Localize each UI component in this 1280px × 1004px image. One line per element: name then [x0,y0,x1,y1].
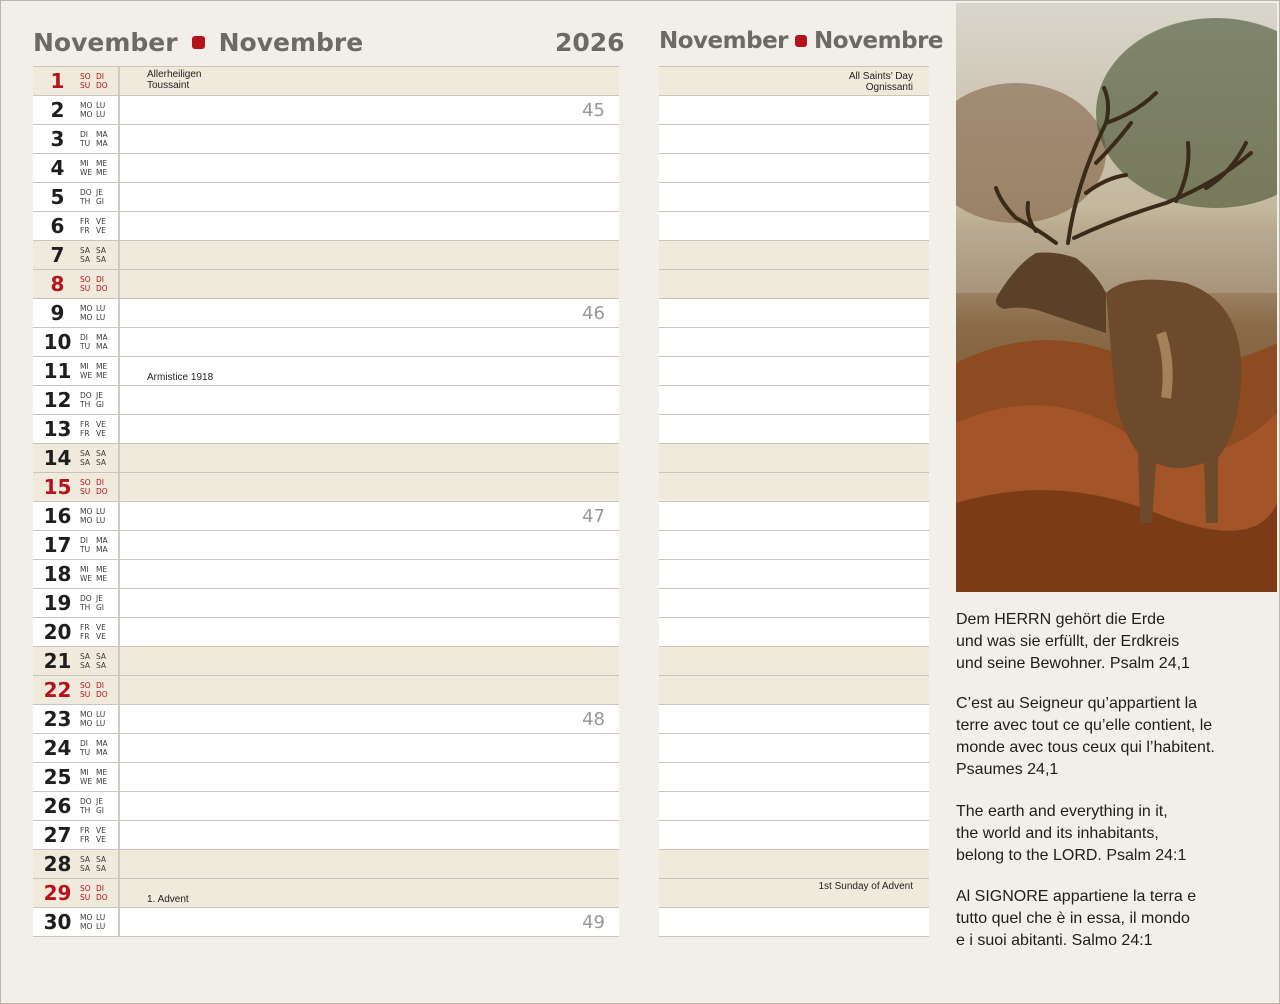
column-divider [118,531,120,559]
day-row-right-20[interactable] [659,618,929,647]
day-number: 10 [43,330,72,354]
day-row-20[interactable] [33,618,619,647]
year-label: 2026 [555,28,625,57]
weekday-abbr-fr-it: LU LU [96,304,106,322]
day-number: 2 [50,98,65,122]
day-grid-left [33,66,619,937]
day-number: 7 [50,243,65,267]
weekday-abbr-fr-it: ME ME [96,362,108,380]
weekday-abbr-fr-it: MA MA [96,739,108,757]
day-number: 27 [43,823,72,847]
weekday-abbr-fr-it: DI DO [96,478,108,496]
week-number: 49 [582,912,605,933]
day-row-15[interactable] [33,473,619,502]
day-row-2[interactable] [33,96,619,125]
day-number: 22 [43,678,72,702]
day-row-13[interactable] [33,415,619,444]
week-number: 47 [582,506,605,527]
weekday-abbr-de-en: FR FR [80,826,90,844]
weekday-abbr-de-en: DI TU [80,536,91,554]
day-row-right-2[interactable] [659,96,929,125]
day-number: 21 [43,649,72,673]
weekday-abbr-fr-it: LU LU [96,913,106,931]
day-row-right-27[interactable] [659,821,929,850]
quote-french-text: C’est au Seigneur qu’appartient la terre avec tout ce qu’elle contient, le monde avec tous ceux qui l’habitent. Psaumes 24,1 [956,695,1215,778]
red-square-marker [192,36,205,49]
day-row-right-24[interactable] [659,734,929,763]
weekday-abbr-fr-it: VE VE [96,623,106,641]
column-divider [118,415,120,443]
column-divider [118,763,120,791]
week-number: 45 [582,100,605,121]
day-row-3[interactable] [33,125,619,154]
weekday-abbr-de-en: SO SU [80,72,91,90]
weekday-abbr-fr-it: LU LU [96,101,106,119]
column-divider [118,850,120,878]
day-row-right-29[interactable] [659,879,929,908]
day-number: 26 [43,794,72,818]
day-row-right-5[interactable] [659,183,929,212]
column-divider [118,96,120,124]
column-divider [118,299,120,327]
column-divider [118,647,120,675]
day-row-4[interactable] [33,154,619,183]
day-number: 28 [43,852,72,876]
day-row-19[interactable] [33,589,619,618]
column-divider [118,473,120,501]
day-number: 13 [43,417,72,441]
month-title-left [33,28,363,57]
month-name-fr-right: Novembre [814,28,944,54]
day-row-right-6[interactable] [659,212,929,241]
column-divider [118,183,120,211]
quote-german-text: Dem HERRN gehört die Erde und was sie erfüllt, der Erdkreis und seine Bewohner. Psalm 24,1 [956,611,1190,672]
weekday-abbr-de-en: SA SA [80,449,91,467]
column-divider [118,560,120,588]
weekday-abbr-de-en: DO TH [80,188,92,206]
weekday-abbr-fr-it: DI DO [96,72,108,90]
day-row-right-30[interactable] [659,908,929,937]
column-divider [118,386,120,414]
day-row-right-26[interactable] [659,792,929,821]
column-divider [118,792,120,820]
day-number: 23 [43,707,72,731]
day-number: 19 [43,591,72,615]
week-number: 48 [582,709,605,730]
weekday-abbr-de-en: SA SA [80,652,91,670]
column-divider [118,270,120,298]
day-row-right-3[interactable] [659,125,929,154]
month-name-en: November [659,28,789,54]
weekday-abbr-fr-it: JE GI [96,594,105,612]
weekday-abbr-de-en: FR FR [80,217,90,235]
day-number: 12 [43,388,72,412]
weekday-abbr-fr-it: MA MA [96,130,108,148]
day-row-right-22[interactable] [659,676,929,705]
day-number: 29 [43,881,72,905]
day-row-right-8[interactable] [659,270,929,299]
weekday-abbr-de-en: MO MO [80,507,93,525]
day-number: 17 [43,533,72,557]
holiday-label: Allerheiligen Toussaint [147,69,202,91]
weekday-abbr-fr-it: ME ME [96,565,108,583]
day-row-right-11[interactable] [659,357,929,386]
day-row-right-25[interactable] [659,763,929,792]
day-row-right-15[interactable] [659,473,929,502]
day-number: 11 [43,359,72,383]
day-row-right-18[interactable] [659,560,929,589]
weekday-abbr-de-en: SO SU [80,275,91,293]
weekday-abbr-fr-it: VE VE [96,420,106,438]
day-number: 6 [50,214,65,238]
column-divider [118,734,120,762]
weekday-abbr-fr-it: SA SA [96,449,107,467]
day-number: 8 [50,272,65,296]
weekday-abbr-fr-it: LU LU [96,507,106,525]
weekday-abbr-de-en: FR FR [80,623,90,641]
day-row-right-12[interactable] [659,386,929,415]
weekday-abbr-de-en: FR FR [80,420,90,438]
weekday-abbr-fr-it: SA SA [96,246,107,264]
weekday-abbr-fr-it: VE VE [96,217,106,235]
day-number: 14 [43,446,72,470]
weekday-abbr-fr-it: MA MA [96,333,108,351]
month-title-right [659,28,943,54]
day-row-right-23[interactable] [659,705,929,734]
day-row-right-9[interactable] [659,299,929,328]
column-divider [118,444,120,472]
column-divider [118,357,120,385]
holiday-label: 1. Advent [147,894,189,905]
holiday-label: Armistice 1918 [147,372,214,383]
weekday-abbr-de-en: DO TH [80,391,92,409]
quote-french [956,693,1256,781]
day-row-right-1[interactable] [659,66,929,96]
day-row-right-4[interactable] [659,154,929,183]
column-divider [118,125,120,153]
day-row-8[interactable] [33,270,619,299]
weekday-abbr-fr-it: MA MA [96,536,108,554]
column-divider [118,908,120,936]
column-divider [118,212,120,240]
weekday-abbr-de-en: SO SU [80,478,91,496]
weekday-abbr-fr-it: JE GI [96,188,105,206]
red-square-marker [795,35,807,47]
day-row-right-7[interactable] [659,241,929,270]
day-row-29[interactable] [33,879,619,908]
column-divider [118,589,120,617]
weekday-abbr-fr-it: JE GI [96,797,105,815]
holiday-label-right: All Saints’ Day Ognissanti [848,71,913,93]
weekday-abbr-de-en: MI WE [80,768,93,786]
weekday-abbr-de-en: DI TU [80,130,91,148]
day-row-1[interactable] [33,66,619,96]
weekday-abbr-de-en: DO TH [80,594,92,612]
day-row-7[interactable] [33,241,619,270]
day-row-right-28[interactable] [659,850,929,879]
weekday-abbr-fr-it: LU LU [96,710,106,728]
column-divider [118,821,120,849]
day-row-right-21[interactable] [659,647,929,676]
weekday-abbr-fr-it: ME ME [96,768,108,786]
day-number: 16 [43,504,72,528]
weekday-abbr-de-en: DI TU [80,739,91,757]
holiday-label-right: 1st Sunday of Advent [818,881,913,892]
day-row-27[interactable] [33,821,619,850]
weekday-abbr-fr-it: JE GI [96,391,105,409]
column-divider [118,618,120,646]
column-divider [118,879,120,907]
column-divider [118,705,120,733]
column-divider [118,328,120,356]
weekday-abbr-fr-it: DI DO [96,275,108,293]
column-divider [118,241,120,269]
quote-english-text: The earth and everything in it, the world and its inhabitants, belong to the LORD. Psalm 24:1 [956,803,1187,864]
day-row-5[interactable] [33,183,619,212]
quote-german [956,609,1256,675]
day-row-24[interactable] [33,734,619,763]
day-number: 1 [50,69,65,93]
weekday-abbr-fr-it: VE VE [96,826,106,844]
column-divider [118,154,120,182]
day-row-right-19[interactable] [659,589,929,618]
day-number: 20 [43,620,72,644]
month-name-fr: Novembre [218,28,364,57]
day-number: 3 [50,127,65,151]
weekday-abbr-fr-it: DI DO [96,884,108,902]
day-number: 9 [50,301,65,325]
column-divider [118,676,120,704]
weekday-abbr-de-en: MI WE [80,159,93,177]
weekday-abbr-de-en: MI WE [80,362,93,380]
weekday-abbr-de-en: MO MO [80,101,93,119]
day-row-23[interactable] [33,705,619,734]
quote-italian [956,886,1256,952]
weekday-abbr-fr-it: DI DO [96,681,108,699]
day-row-right-13[interactable] [659,415,929,444]
day-number: 24 [43,736,72,760]
day-row-right-10[interactable] [659,328,929,357]
day-number: 4 [50,156,65,180]
week-number: 46 [582,303,605,324]
day-row-18[interactable] [33,560,619,589]
weekday-abbr-de-en: SA SA [80,246,91,264]
weekday-abbr-de-en: MO MO [80,913,93,931]
day-row-right-16[interactable] [659,502,929,531]
quote-english [956,801,1256,867]
day-row-28[interactable] [33,850,619,879]
day-row-14[interactable] [33,444,619,473]
weekday-abbr-de-en: MO MO [80,304,93,322]
weekday-abbr-de-en: DI TU [80,333,91,351]
day-number: 18 [43,562,72,586]
weekday-abbr-de-en: MO MO [80,710,93,728]
day-number: 25 [43,765,72,789]
weekday-abbr-de-en: SA SA [80,855,91,873]
day-row-21[interactable] [33,647,619,676]
day-row-11[interactable] [33,357,619,386]
day-number: 15 [43,475,72,499]
weekday-abbr-de-en: MI WE [80,565,93,583]
stag-illustration [956,3,1277,592]
day-number: 30 [43,910,72,934]
weekday-abbr-fr-it: ME ME [96,159,108,177]
day-row-6[interactable] [33,212,619,241]
red-deer-stag-photo [956,3,1277,592]
quote-italian-text: Al SIGNORE appartiene la terra e tutto quel che è in essa, il mondo e i suoi abitanti. Salmo 24:1 [956,888,1197,949]
day-row-10[interactable] [33,328,619,357]
column-divider [118,67,120,95]
column-divider [118,502,120,530]
day-row-16[interactable] [33,502,619,531]
weekday-abbr-de-en: SO SU [80,681,91,699]
weekday-abbr-fr-it: SA SA [96,855,107,873]
day-row-26[interactable] [33,792,619,821]
month-name-de: November [33,28,178,57]
day-row-right-17[interactable] [659,531,929,560]
day-row-12[interactable] [33,386,619,415]
day-row-22[interactable] [33,676,619,705]
weekday-abbr-de-en: SO SU [80,884,91,902]
day-row-17[interactable] [33,531,619,560]
weekday-abbr-de-en: DO TH [80,797,92,815]
day-row-9[interactable] [33,299,619,328]
day-row-25[interactable] [33,763,619,792]
weekday-abbr-fr-it: SA SA [96,652,107,670]
day-row-right-14[interactable] [659,444,929,473]
day-grid-right [659,66,929,937]
day-row-30[interactable] [33,908,619,937]
day-number: 5 [50,185,65,209]
